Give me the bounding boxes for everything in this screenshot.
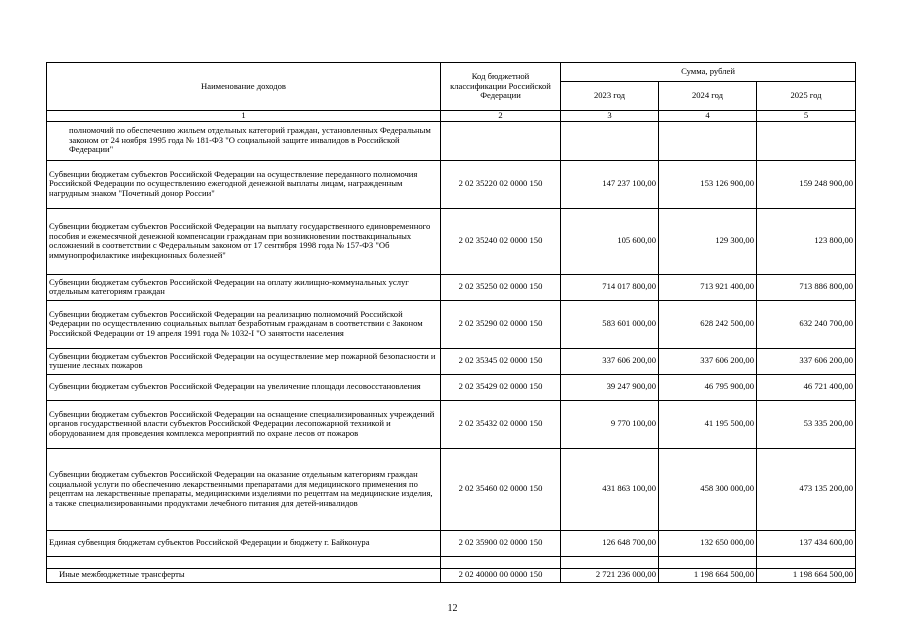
row-code: 2 02 35240 02 0000 150: [441, 208, 561, 274]
row-2025: 53 335 200,00: [757, 400, 856, 448]
column-index-row: [47, 111, 856, 122]
table-row: [47, 348, 856, 374]
row-2024: 713 921 400,00: [659, 274, 757, 300]
row-code: 2 02 35460 02 0000 150: [441, 448, 561, 530]
row-2023: 147 237 100,00: [561, 160, 659, 208]
row-2024: 628 242 500,00: [659, 300, 757, 348]
header-year-2023: 2023 год: [561, 82, 659, 111]
table-row: [47, 374, 856, 400]
table-row: [47, 400, 856, 448]
row-2025: 159 248 900,00: [757, 160, 856, 208]
row-name: Субвенции бюджетам субъектов Российской Федерации на реализацию полномочий Российской Федерации по осуществлению социальных выплат безработным гражданам в соответствии с Законом Российской Федерации от 19 апреля 1991 года № 1032-I "О занятости населения: [47, 300, 441, 348]
table-row: [47, 556, 856, 568]
row-2023: 126 648 700,00: [561, 530, 659, 556]
header-sum: Сумма, рублей: [561, 63, 856, 82]
row-2025: 1 198 664 500,00: [757, 568, 856, 582]
row-name: полномочий по обеспечению жильем отдельных категорий граждан, установленных Федеральным законом от 24 ноября 1995 года № 181-ФЗ "О социальной защите инвалидов в Российской Федерации": [47, 121, 441, 160]
row-2023: 431 863 100,00: [561, 448, 659, 530]
row-2025: [757, 121, 856, 160]
row-code: 2 02 35220 02 0000 150: [441, 160, 561, 208]
column-index: 2: [441, 111, 561, 122]
row-2023: 105 600,00: [561, 208, 659, 274]
column-index: 5: [757, 111, 856, 122]
row-2025: [757, 556, 856, 568]
row-code: 2 02 35432 02 0000 150: [441, 400, 561, 448]
row-code: [441, 121, 561, 160]
row-name: Субвенции бюджетам субъектов Российской Федерации на увеличение площади лесовосстановления: [47, 374, 441, 400]
table-row: [47, 300, 856, 348]
table-row: [47, 121, 856, 160]
row-name: [47, 556, 441, 568]
row-code: 2 02 35900 02 0000 150: [441, 530, 561, 556]
row-2024: [659, 556, 757, 568]
row-name: Иные межбюджетные трансферты: [47, 568, 441, 582]
row-2023: [561, 121, 659, 160]
row-code: 2 02 35250 02 0000 150: [441, 274, 561, 300]
row-code: 2 02 40000 00 0000 150: [441, 568, 561, 582]
column-index: 3: [561, 111, 659, 122]
table-row: [47, 160, 856, 208]
row-2023: 39 247 900,00: [561, 374, 659, 400]
row-2023: 2 721 236 000,00: [561, 568, 659, 582]
table-row: [47, 274, 856, 300]
row-name: Субвенции бюджетам субъектов Российской Федерации на осуществление мер пожарной безопасности и тушение лесных пожаров: [47, 348, 441, 374]
column-index: 1: [47, 111, 441, 122]
row-2024: 1 198 664 500,00: [659, 568, 757, 582]
row-2023: [561, 556, 659, 568]
table-row: [47, 568, 856, 582]
page-number: 12: [447, 603, 458, 614]
row-code: [441, 556, 561, 568]
row-code: 2 02 35429 02 0000 150: [441, 374, 561, 400]
row-2024: 337 606 200,00: [659, 348, 757, 374]
row-code: 2 02 35345 02 0000 150: [441, 348, 561, 374]
row-name: Единая субвенция бюджетам субъектов Российской Федерации и бюджету г. Байконура: [47, 530, 441, 556]
row-2025: 46 721 400,00: [757, 374, 856, 400]
row-2025: 337 606 200,00: [757, 348, 856, 374]
row-2024: 41 195 500,00: [659, 400, 757, 448]
row-name: Субвенции бюджетам субъектов Российской Федерации на выплату государственного единовременного пособия и ежемесячной денежной компенсации гражданам при возникновении поствакцинальных осложнений в соответствии с Федеральным законом от 17 сентября 1998 года № 157-ФЗ "Об иммунопрофилактике инфекционных болезней": [47, 208, 441, 274]
row-name: Субвенции бюджетам субъектов Российской Федерации на оплату жилищно-коммунальных услуг отдельным категориям граждан: [47, 274, 441, 300]
row-code: 2 02 35290 02 0000 150: [441, 300, 561, 348]
row-2024: 129 300,00: [659, 208, 757, 274]
row-2025: 713 886 800,00: [757, 274, 856, 300]
row-2024: 153 126 900,00: [659, 160, 757, 208]
table-row: [47, 208, 856, 274]
header-year-2025: 2025 год: [757, 82, 856, 111]
row-2025: 123 800,00: [757, 208, 856, 274]
header-year-2024: 2024 год: [659, 82, 757, 111]
row-2025: 632 240 700,00: [757, 300, 856, 348]
row-name: Субвенции бюджетам субъектов Российской Федерации на оснащение специализированных учреждений органов государственной власти субъектов Российской Федерации лесопожарной техникой и оборудованием для проведения комплекса мероприятий по охране лесов от пожаров: [47, 400, 441, 448]
row-2024: 46 795 900,00: [659, 374, 757, 400]
row-2025: 137 434 600,00: [757, 530, 856, 556]
revenue-table: [46, 62, 856, 583]
table-row: [47, 448, 856, 530]
row-name: Субвенции бюджетам субъектов Российской Федерации на осуществление переданного полномочия Российской Федерации по осуществлению ежегодной денежной выплаты лицам, награжденным нагрудным знаком "Почетный донор России": [47, 160, 441, 208]
row-2024: 458 300 000,00: [659, 448, 757, 530]
header-code: Код бюджетной классификации Российской Федерации: [441, 63, 561, 111]
row-name: Субвенции бюджетам субъектов Российской Федерации на оказание отдельным категориям граждан социальной услуги по обеспечению лекарственными препаратами для медицинского применения по рецептам на лекарственные препараты, медицинскими изделиями по рецептам на медицинские изделия, а также специализированными продуктами лечебного питания для детей-инвалидов: [47, 448, 441, 530]
row-2024: [659, 121, 757, 160]
column-index: 4: [659, 111, 757, 122]
row-2025: 473 135 200,00: [757, 448, 856, 530]
row-2023: 714 017 800,00: [561, 274, 659, 300]
header-name: Наименование доходов: [47, 63, 441, 111]
row-2023: 9 770 100,00: [561, 400, 659, 448]
row-2023: 583 601 000,00: [561, 300, 659, 348]
table-row: [47, 530, 856, 556]
row-2024: 132 650 000,00: [659, 530, 757, 556]
row-2023: 337 606 200,00: [561, 348, 659, 374]
